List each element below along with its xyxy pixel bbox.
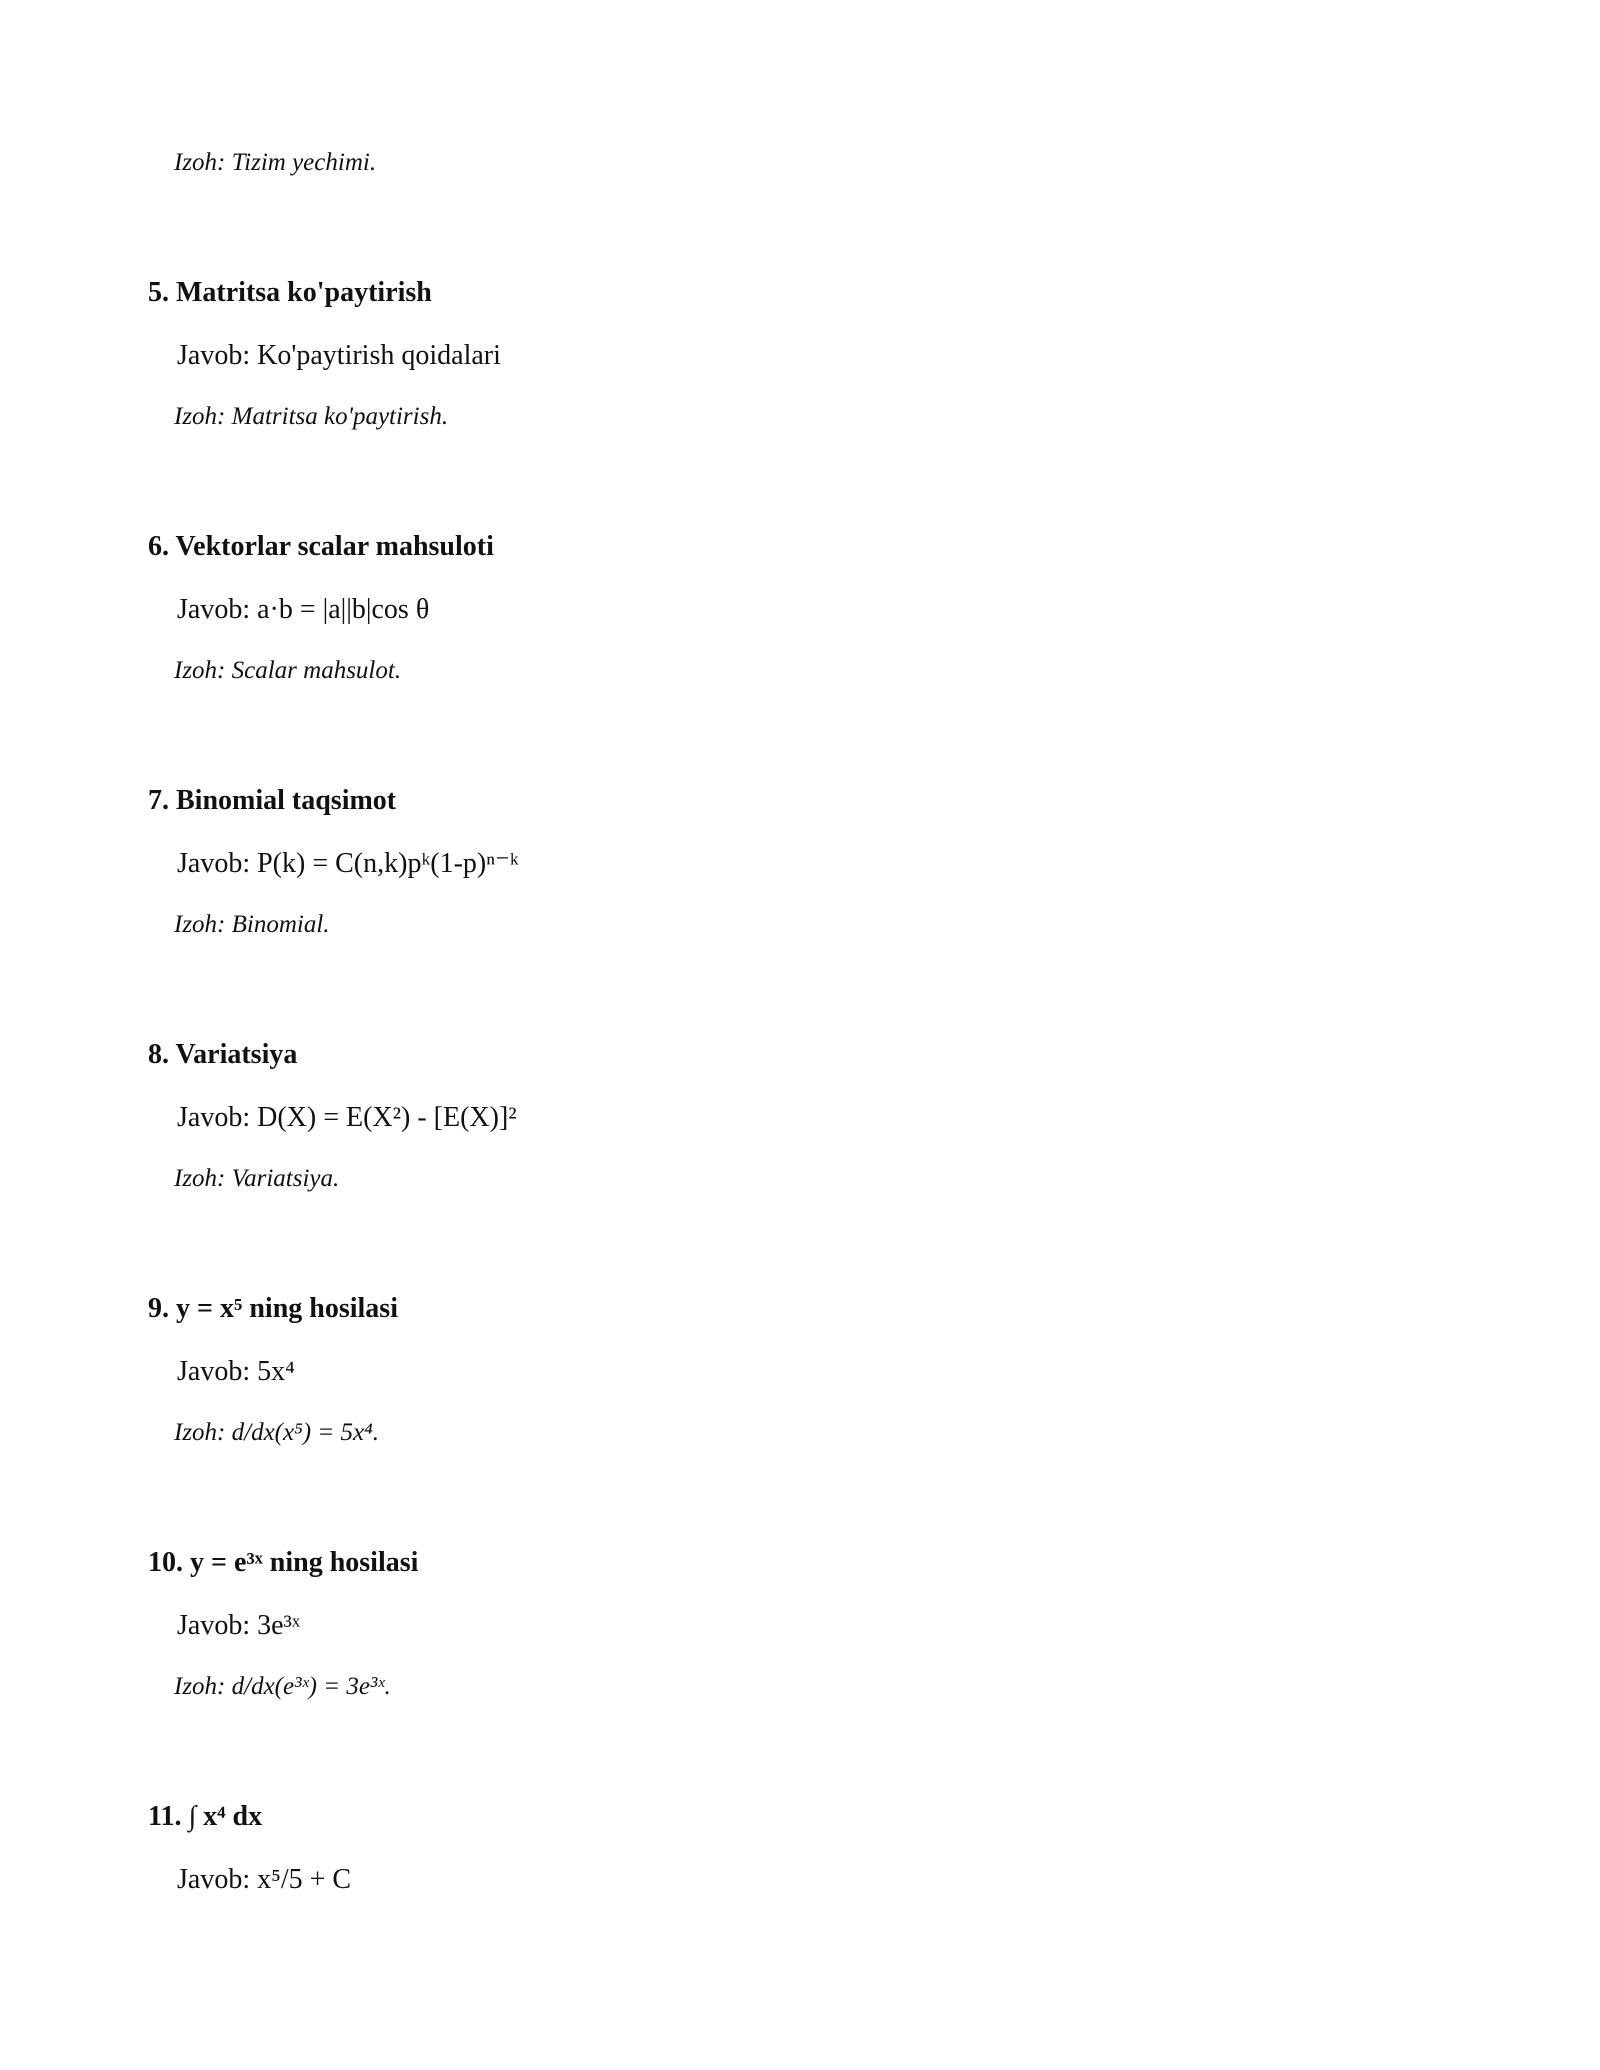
question-heading: 8. Variatsiya [148, 1039, 298, 1070]
answer-text: Javob: 3e³ˣ [177, 1610, 301, 1641]
answer-text: Javob: a·b = |a||b|cos θ [177, 594, 430, 625]
question-heading: 6. Vektorlar scalar mahsuloti [148, 531, 494, 562]
question-heading: 10. y = e³ˣ ning hosilasi [148, 1547, 419, 1578]
question-heading: 11. ∫ x⁴ dx [148, 1801, 263, 1832]
note-text: Izoh: Tizim yechimi. [174, 149, 377, 176]
question-heading: 7. Binomial taqsimot [148, 785, 397, 816]
note-text: Izoh: Matritsa ko'paytirish. [174, 403, 449, 430]
note-text: Izoh: Variatsiya. [174, 1165, 340, 1192]
question-heading: 9. y = x⁵ ning hosilasi [148, 1293, 398, 1324]
answer-text: Javob: D(X) = E(X²) - [E(X)]² [177, 1102, 517, 1133]
answer-text: Javob: P(k) = C(n,k)pᵏ(1-p)ⁿ⁻ᵏ [177, 848, 519, 879]
note-text: Izoh: Scalar mahsulot. [174, 657, 402, 684]
note-text: Izoh: d/dx(x⁵) = 5x⁴. [174, 1419, 380, 1446]
answer-text: Javob: x⁵/5 + C [177, 1864, 352, 1895]
note-text: Izoh: d/dx(e³ˣ) = 3e³ˣ. [174, 1673, 391, 1700]
answer-text: Javob: 5x⁴ [177, 1356, 295, 1387]
note-text: Izoh: Binomial. [174, 911, 330, 938]
question-heading: 5. Matritsa ko'paytirish [148, 277, 432, 308]
answer-text: Javob: Ko'paytirish qoidalari [177, 340, 501, 371]
